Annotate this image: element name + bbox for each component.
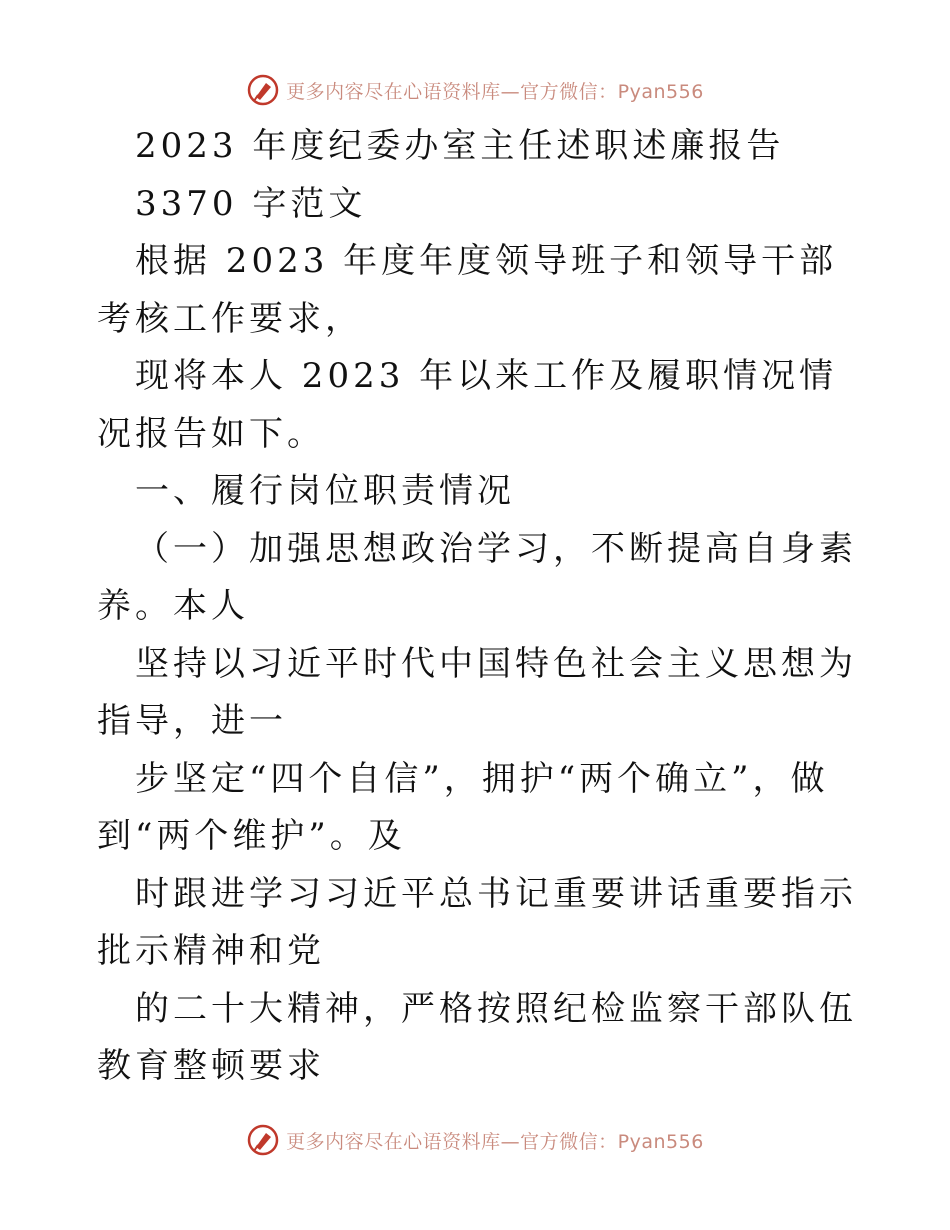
header-banner	[0, 70, 950, 110]
paragraph: 步坚定“四个自信”，拥护“两个确立”，做到“两个维护”。及	[97, 758, 829, 856]
paragraph: 坚持以习近平时代中国特色社会主义思想为指导，进一	[97, 643, 857, 741]
footer-banner-text: 更多内容尽在心语资料库—官方微信：Pyan556	[286, 1130, 704, 1153]
pen-nib-logo-icon	[246, 73, 280, 107]
paragraph: 时跟进学习习近平总书记重要讲话重要指示批示精神和党	[97, 873, 857, 971]
section-heading: 一、履行岗位职责情况	[135, 471, 515, 511]
footer-banner	[0, 1120, 950, 1160]
word-count-line: 3370 字范文	[135, 183, 367, 224]
paragraph: 的二十大精神，严格按照纪检监察干部队伍教育整顿要求	[97, 988, 857, 1086]
pen-nib-logo-icon	[246, 1123, 280, 1157]
document-body	[97, 118, 857, 1096]
header-banner-text: 更多内容尽在心语资料库—官方微信：Pyan556	[286, 80, 704, 103]
document-title: 2023 年度纪委办室主任述职述廉报告	[135, 126, 785, 166]
paragraph: 根据 2023 年度年度领导班子和领导干部考核工作要求，	[97, 241, 838, 339]
paragraph: 现将本人 2023 年以来工作及履职情况情况报告如下。	[97, 356, 838, 454]
paragraph: （一）加强思想政治学习，不断提高自身素养。本人	[97, 528, 857, 626]
